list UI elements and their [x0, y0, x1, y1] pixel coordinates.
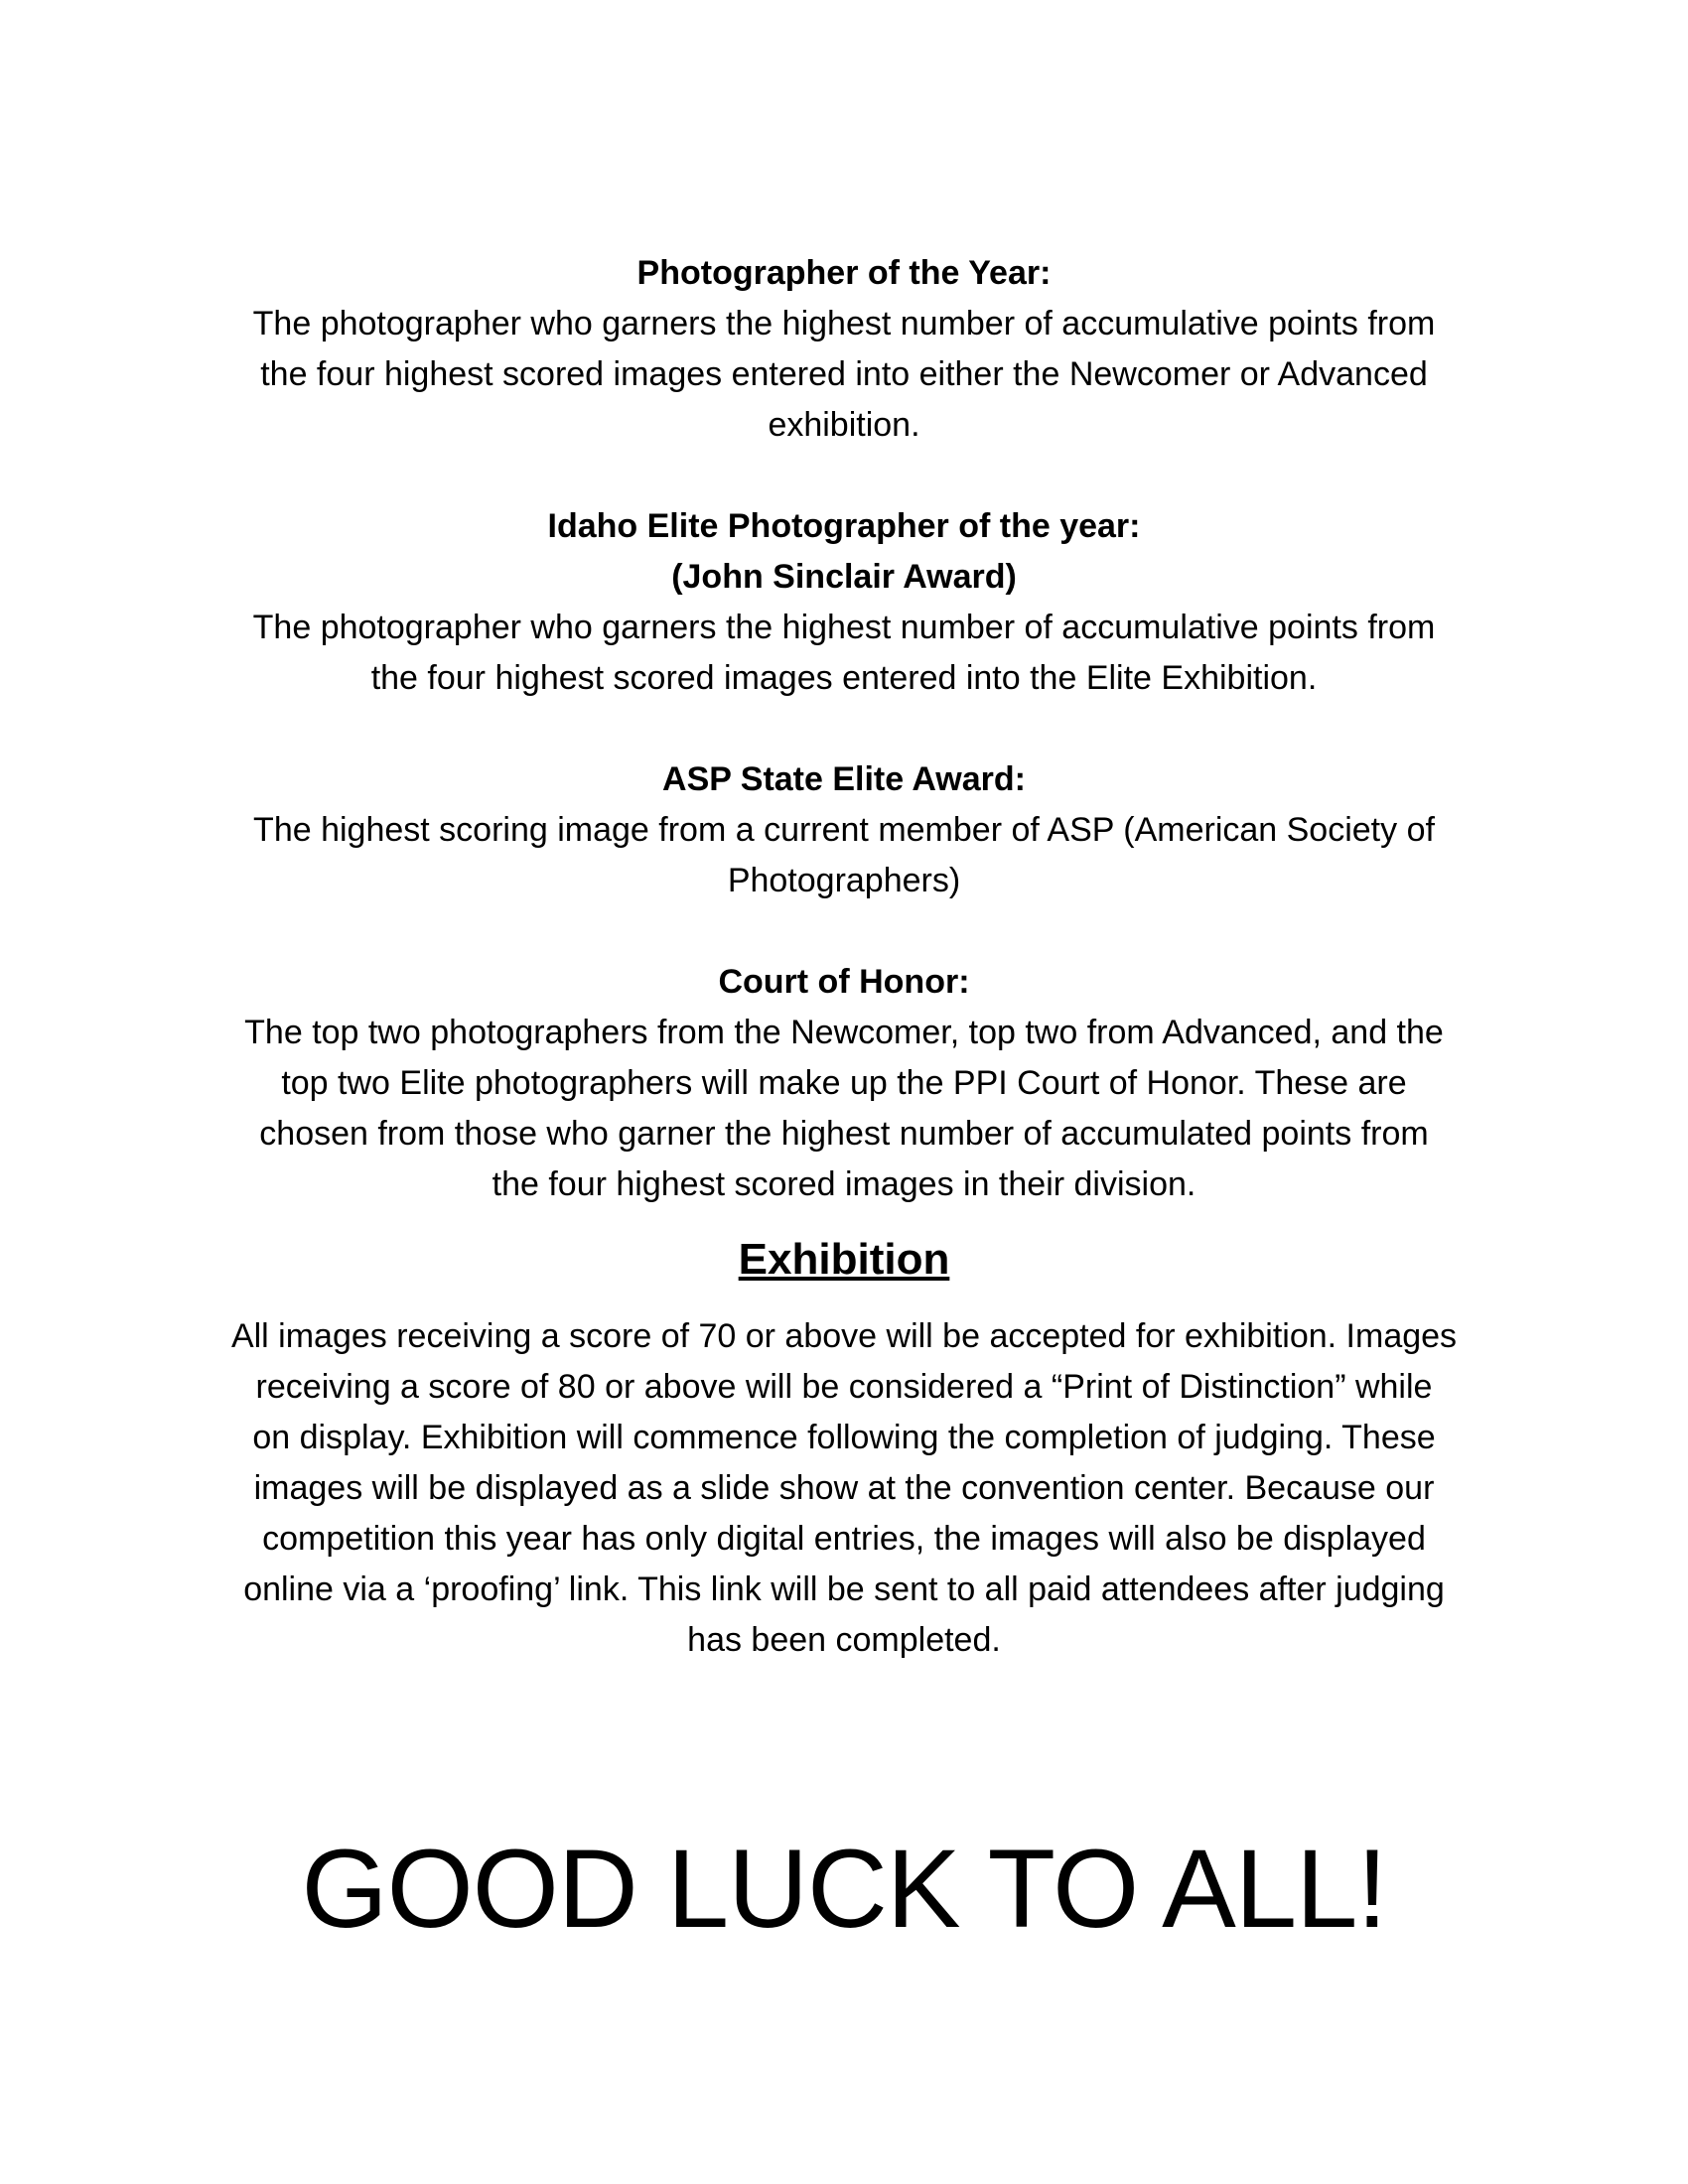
award-photographer-of-the-year — [189, 248, 1499, 451]
text-line: online via a ‘proofing’ link. This link will be sent to all paid attendees after judging — [243, 1570, 1445, 1608]
text-line: receiving a score of 80 or above will be considered a “Print of Distinction” while — [255, 1368, 1433, 1406]
text-line: the four highest scored images in their division. — [492, 1165, 1196, 1203]
text-line: The photographer who garners the highest number of accumulative points from — [252, 609, 1436, 646]
award-title: Court of Honor: — [718, 963, 970, 1001]
text-line: The top two photographers from the Newcomer, top two from Advanced, and the — [244, 1014, 1444, 1051]
text-line: All images receiving a score of 70 or above will be accepted for exhibition. Images — [230, 1317, 1458, 1355]
text-line: competition this year has only digital entries, the images will also be displayed — [262, 1520, 1426, 1558]
award-description — [189, 299, 1499, 451]
text-line: chosen from those who garner the highest number of accumulated points from — [259, 1115, 1429, 1153]
award-asp-state-elite — [189, 754, 1499, 906]
text-line: exhibition. — [768, 406, 920, 444]
award-idaho-elite-photographer — [189, 501, 1499, 704]
closing-message: GOOD LUCK TO ALL! — [301, 1827, 1387, 1951]
text-line: images will be displayed as a slide show at the convention center. Because our — [253, 1469, 1435, 1507]
text-line: the four highest scored images entered into the Elite Exhibition. — [370, 659, 1318, 697]
award-title: Idaho Elite Photographer of the year: — [547, 507, 1141, 545]
text-line: top two Elite photographers will make up the PPI Court of Honor. These are — [281, 1064, 1407, 1102]
award-title: ASP State Elite Award: — [662, 760, 1026, 798]
text-line: the four highest scored images entered into either the Newcomer or Advanced — [260, 355, 1428, 393]
document-body — [189, 248, 1499, 1666]
award-description — [189, 805, 1499, 906]
text-line: Photographers) — [727, 862, 961, 899]
text-line: The photographer who garners the highest number of accumulative points from — [252, 305, 1436, 342]
exhibition-heading: Exhibition — [738, 1235, 950, 1284]
award-court-of-honor — [189, 957, 1499, 1210]
award-subtitle: (John Sinclair Award) — [671, 558, 1017, 596]
text-line: on display. Exhibition will commence following the completion of judging. These — [252, 1419, 1436, 1456]
award-title: Photographer of the Year: — [636, 254, 1052, 292]
award-description — [189, 603, 1499, 704]
award-description — [189, 1008, 1499, 1210]
text-line: has been completed. — [687, 1621, 1001, 1659]
exhibition-description — [189, 1311, 1499, 1666]
text-line: The highest scoring image from a current member of ASP (American Society of — [253, 811, 1435, 849]
